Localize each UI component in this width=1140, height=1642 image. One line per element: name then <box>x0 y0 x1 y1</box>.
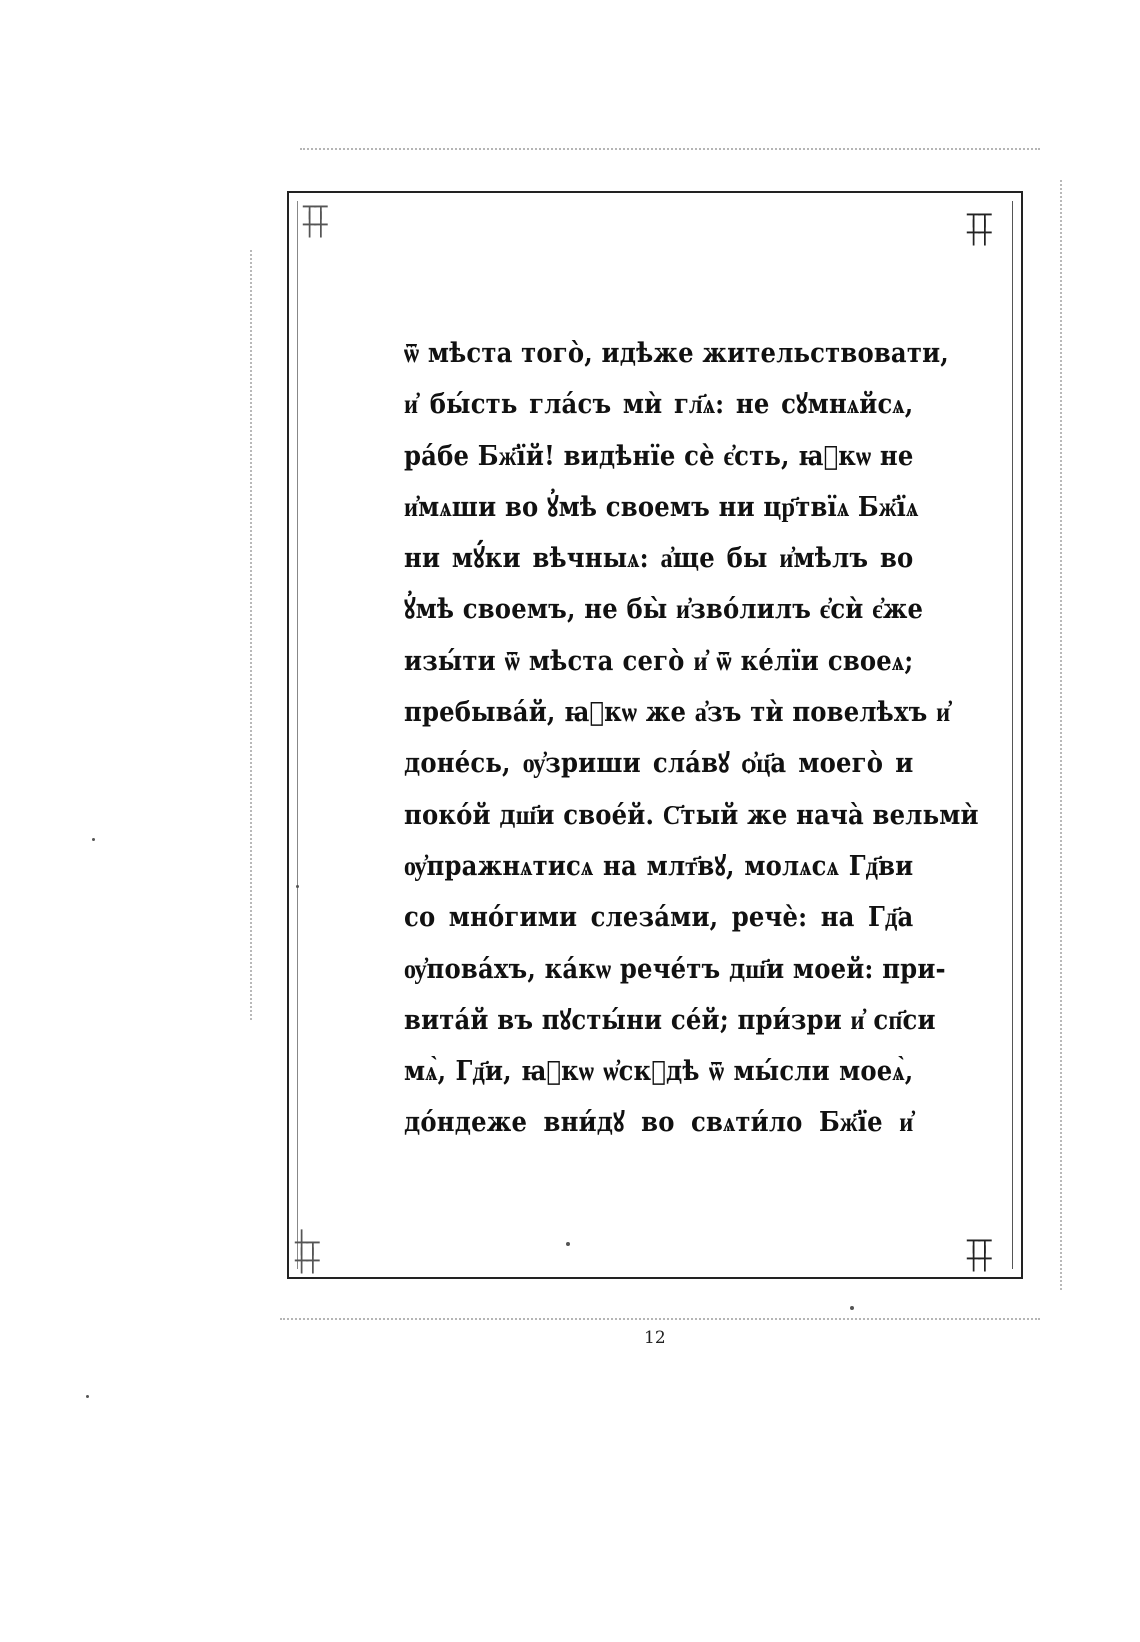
text-line: ѹ҆пражнѧтисѧ на млт҃вꙋ, молѧсѧ Гд҃ви <box>404 850 914 882</box>
text-line: мѧ̀, Гд҃и, ꙗ҆кѡ ѡ҆скꙋдѣ ѿ мы́сли моеѧ̀, <box>404 1056 914 1088</box>
text-line: со мно́гими слеза́ми, речѐ: на Гд҃а <box>404 902 914 934</box>
text-line: ꙋ҆мѣ своемъ, не бы̀ и҆зво́лилъ є҆сѝ є҆же <box>404 594 924 626</box>
text-line: до́ндеже вни́дꙋ во свѧти́ло Бж҃їе и҆ <box>404 1107 914 1139</box>
scan-speck <box>296 885 299 888</box>
text-line: ни мꙋ́ки вѣчныѧ: а҆ще бы и҆мѣлъ во <box>404 543 914 575</box>
corner-ornament-bottom-right: ┬┬ ┼┼ <box>967 1229 990 1272</box>
scan-speck <box>850 1306 854 1310</box>
text-line: пребыва́й, ꙗ҆кѡ же а҆зъ тѝ повелѣхъ и҆ <box>404 697 951 729</box>
text-line: и҆ бы́сть гла́съ мѝ гл҃ѧ: не сꙋмнѧйсѧ, <box>404 389 914 421</box>
scan-speck <box>86 1395 89 1398</box>
page-number: 12 <box>644 1328 666 1348</box>
text-line: ра́бе Бж҃їй! видѣнїе сѐ є҆сть, ꙗ҆кѡ не <box>404 440 914 472</box>
text-line: ѿ мѣста того̀, идѣже жительствовати, <box>404 338 949 369</box>
text-line: поко́й дш҃и свое́й. С҃тый же нача̀ вельмѝ <box>404 799 979 831</box>
top-dotted-rule <box>300 148 1040 150</box>
bottom-dotted-rule <box>280 1318 1040 1320</box>
corner-ornament-top-left: ┬┬ ┼┼ <box>303 195 326 238</box>
text-line: и҆мѧши во ꙋ҆мѣ своемъ ни цр҃твїѧ Бж҃їѧ <box>404 491 919 523</box>
corner-ornament-top-right: ┬┬ ┼┼ <box>967 203 990 246</box>
left-side-dots <box>250 250 252 1020</box>
scan-speck <box>92 838 95 841</box>
right-side-dots <box>1060 180 1062 1290</box>
corner-ornament-bottom-left: ┼┬ ┼┼ <box>295 1231 318 1274</box>
text-line: изы́ти ѿ мѣста сего̀ и҆ ѿ ке́лїи своеѧ; <box>404 645 914 677</box>
scan-speck <box>566 1242 570 1246</box>
text-line: доне́сь, ѹ҆зриши сла́вꙋ ѻ҆ц҃а моего̀ и <box>404 748 914 780</box>
church-slavonic-text <box>404 328 979 1149</box>
text-line: вита́й въ пꙋсты́ни се́й; при́зри и҆ сп҃си <box>404 1004 936 1036</box>
text-line: ѹ҆пова́хъ, ка́кѡ рече́тъ дш҃и моей: при- <box>404 953 946 985</box>
